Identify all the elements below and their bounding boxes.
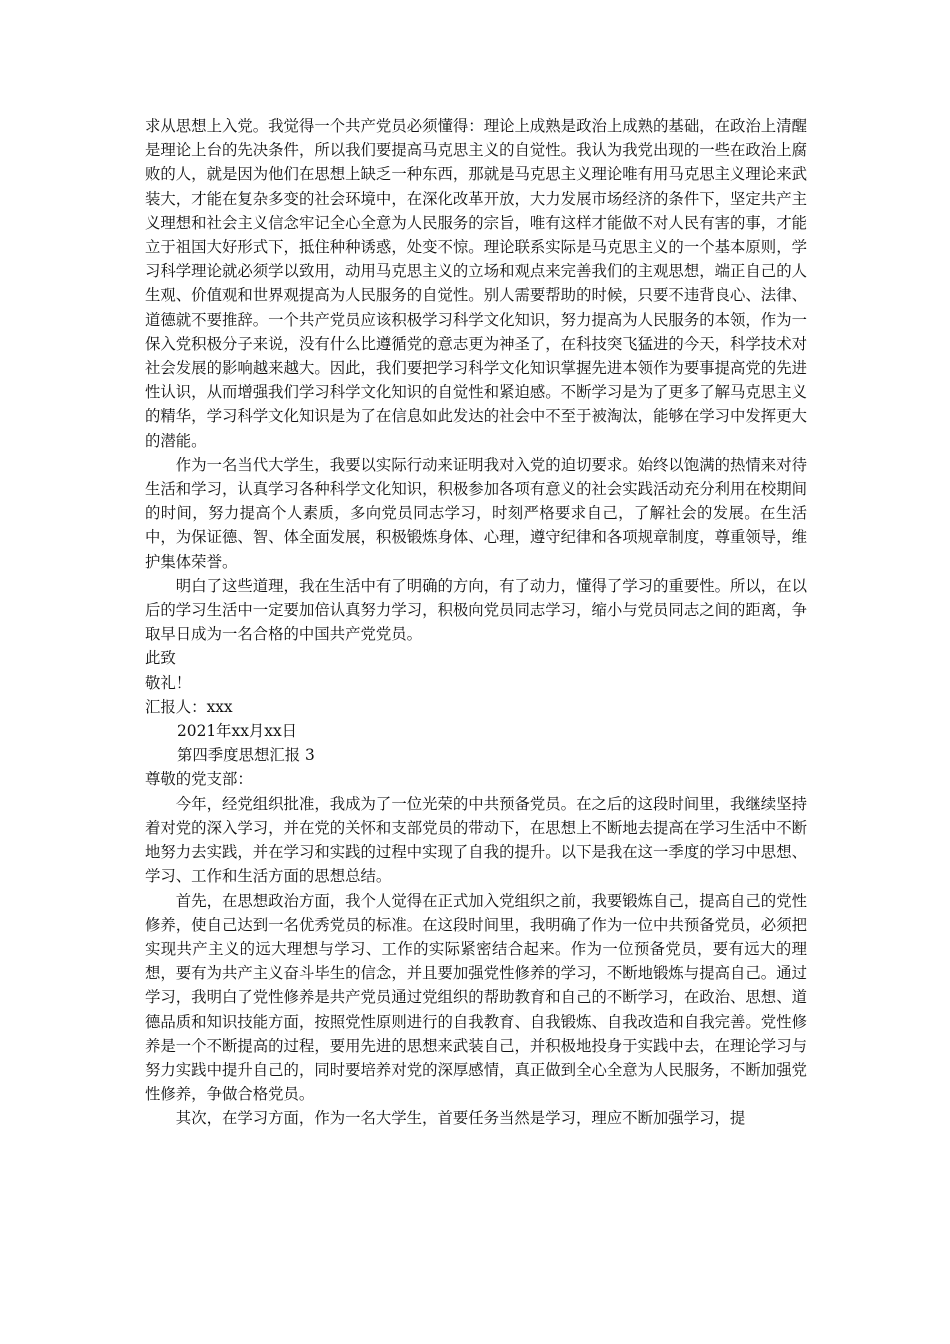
section-paragraph-1: 今年，经党组织批准，我成为了一位光荣的中共预备党员。在之后的这段时间里，我继续坚持着对党的深入学习，并在党的关怀和支部党员的带动下，在思想上不断地去提高在学习生活中不断地努力去实践，并在学习和实践的过程中实现了自我的提升。以下是我在这一季度的学习中思想、学习、工作和生活方面的思想总结。 [145, 794, 807, 886]
section-paragraph-3: 其次，在学习方面，作为一名大学生，首要任务当然是学习，理应不断加强学习，提 [175, 1109, 746, 1128]
closing-salutation: 此致 [145, 649, 176, 668]
section-title: 第四季度思想汇报 3 [177, 746, 315, 765]
closing-respect: 敬礼！ [145, 673, 192, 692]
body-paragraph-2: 作为一名当代大学生，我要以实际行动来证明我对入党的迫切要求。始终以饱满的热情来对待生活和学习，认真学习各种科学文化知识，积极参加各项有意义的社会实践活动充分利用在校期间的时间，努力提高个人素质，多向党员同志学习，时刻严格要求自己，了解社会的发展。在生活中，为保证德、智、体全面发展，积极锻炼身体、心理，遵守纪律和各项规章制度，尊重领导，维护集体荣誉。 [145, 455, 807, 571]
report-date: 2021年xx月xx日 [177, 722, 298, 741]
section-paragraph-2: 首先，在思想政治方面，我个人觉得在正式加入党组织之前，我要锻炼自己，提高自己的党性修养，使自己达到一名优秀党员的标准。在这段时间里，我明确了作为一位中共预备党员，必须把实现共产主义的远大理想与学习、工作的实际紧密结合起来。作为一位预备党员，要有远大的理想，要有为共产主义奋斗毕生的信念，并且要加强党性修养的学习，不断地锻炼与提高自己。通过学习，我明白了党性修养是共产党员通过党组织的帮助教育和自己的不断学习，在政治、思想、道德品质和知识技能方面，按照党性原则进行的自我教育、自我锻炼、自我改造和自我完善。党性修养是一个不断提高的过程，要用先进的思想来武装自己，并积极地投身于实践中去，在理论学习与努力实践中提升自己的，同时要培养对党的深厚感情，真正做到全心全意为人民服务，不断加强党性修养，争做合格党员。 [145, 891, 807, 1104]
body-paragraph-1: 求从思想上入党。我觉得一个共产党员必须懂得：理论上成熟是政治上成熟的基础，在政治上清醒是理论上台的先决条件，所以我们要提高马克思主义的自觉性。我认为我党出现的一些在政治上腐败的人，就是因为他们在思想上缺乏一种东西，那就是马克思主义理论唯有用马克思主义理论来武装大，才能在复杂多变的社会环境中，在深化改革开放，大力发展市场经济的条件下，坚定共产主义理想和社会主义信念牢记全心全意为人民服务的宗旨，唯有这样才能做不对人民有害的事，才能立于祖国大好形式下，抵住种种诱惑，处变不惊。理论联系实际是马克思主义的一个基本原则，学习科学理论就必须学以致用，动用马克思主义的立场和观点来完善我们的主观思想，端正自己的人生观、价值观和世界观提高为人民服务的自觉性。别人需要帮助的时候，只要不违背良心、法律、道德就不要推辞。一个共产党员应该积极学习科学文化知识，努力提高为人民服务的本领，作为一保入党积极分子来说，没有什么比遵循党的意志更为神圣了，在科技突飞猛进的今天，科学技术对社会发展的影响越来越大。因此，我们要把学习科学文化知识掌握先进本领作为要事提高党的先进性认识，从而增强我们学习科学文化知识的自觉性和紧迫感。不断学习是为了更多了解马克思主义的精华，学习科学文化知识是为了在信息如此发达的社会中不至于被淘汰，能够在学习中发挥更大的潜能。 [145, 117, 807, 450]
document-page [145, 114, 807, 1131]
greeting: 尊敬的党支部： [145, 770, 253, 789]
body-paragraph-3: 明白了这些道理，我在生活中有了明确的方向，有了动力，懂得了学习的重要性。所以，在以后的学习生活中一定要加倍认真努力学习，积极向党员同志学习，缩小与党员同志之间的距离，争取早日成为一名合格的中国共产党党员。 [145, 576, 807, 644]
reporter-signature: 汇报人：xxx [145, 697, 233, 716]
